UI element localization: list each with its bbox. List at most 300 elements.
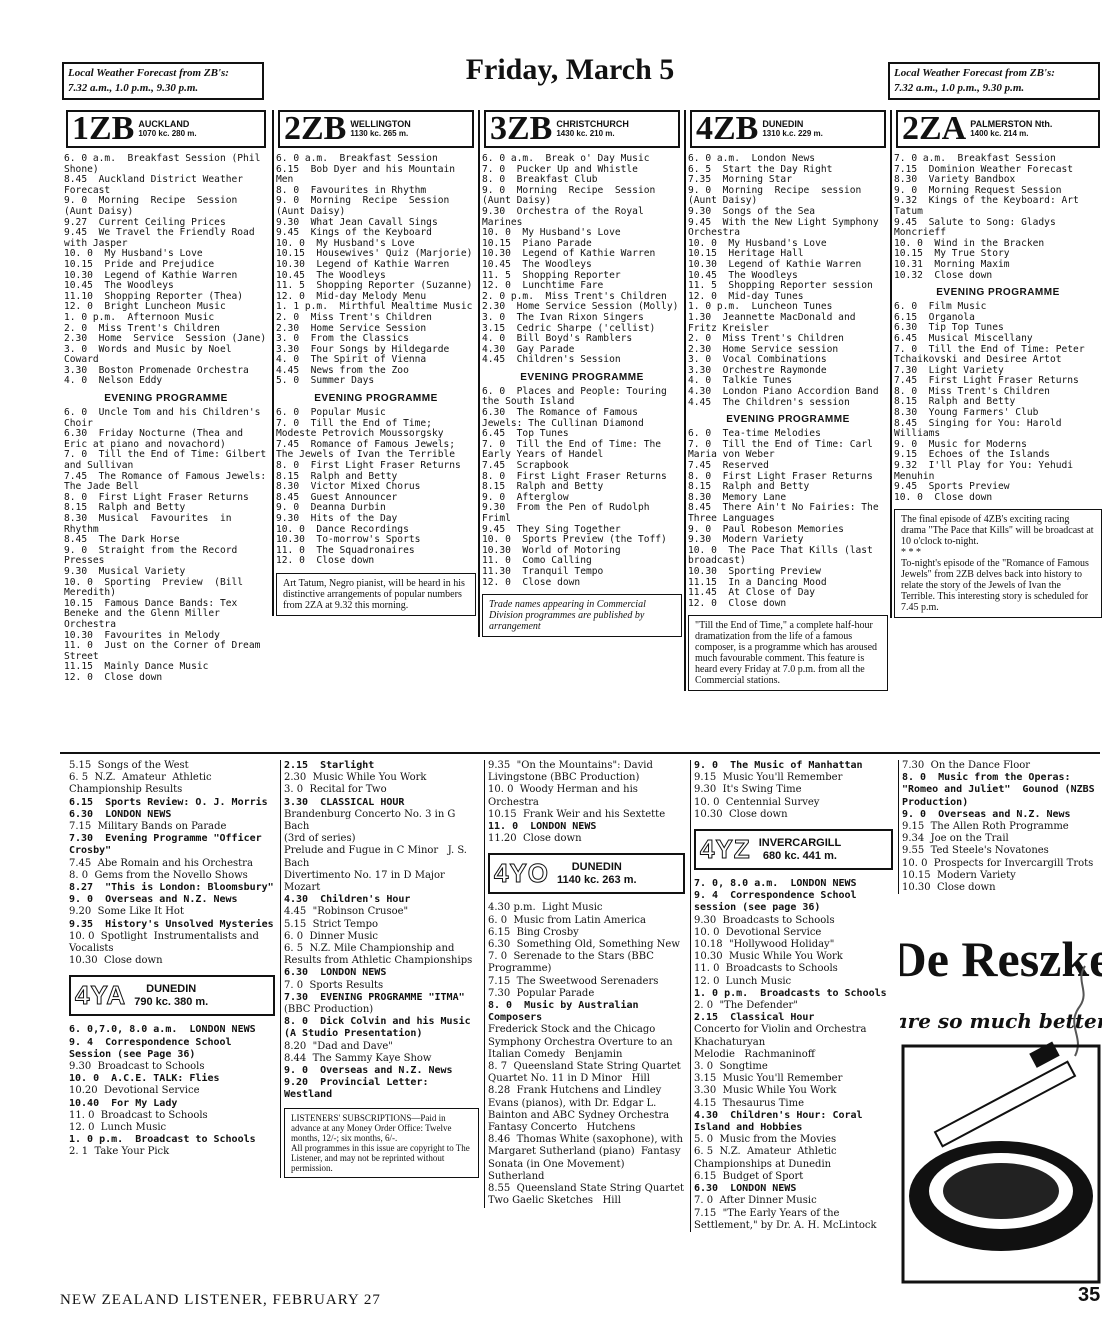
programme-entry: 10.31 Morning Maxim — [894, 258, 1010, 270]
programme-entry: 6. 5 N.Z. Amateur Athletic Championship Results — [69, 772, 215, 796]
programme-entry: 4.45 News from the Zoo — [276, 364, 409, 376]
programme-entry: 10.18 "Hollywood Holiday" — [694, 939, 835, 951]
programme-entry: 4.45 Children's Session — [482, 354, 621, 366]
station-header — [66, 110, 266, 148]
programme-entry: Divertimento No. 17 in D Major Mozart — [284, 869, 455, 894]
station-header — [484, 110, 680, 148]
programme-entry: 1. 0 p.m. Luncheon Tunes — [688, 301, 833, 313]
programme-entry: 12. 0 Close down — [688, 597, 787, 609]
programme-entry: 6. 0 Uncle Tom and his Children's Choir — [64, 407, 267, 429]
programme-entry: 4. 0 Nelson Eddy — [64, 375, 163, 387]
programme-entry: 9.15 Echoes of the Islands — [894, 449, 1050, 461]
programme-entry: Brandenburg Concerto No. 3 in G Bach — [284, 808, 465, 833]
programme-entry: 3. 0 The Ivan Rixon Singers — [482, 311, 644, 323]
programme-entry: 8.27 "This is London: Bloomsbury" — [69, 882, 274, 894]
ad-brand: De Reszke — [900, 931, 1102, 987]
programme-entry: 6. 0 a.m. Break o' Day Music — [482, 153, 650, 164]
programme-entry: 5. 0 Music from the Movies — [694, 1134, 837, 1146]
weather-line-1: Local Weather Forecast from ZB's: — [68, 67, 229, 79]
programme-entry: 2. 0 Miss Trent's Children — [276, 311, 432, 323]
station-logo-4yo — [488, 853, 685, 894]
programme-entry: 9. 4 Correspondence School session (see page 36) — [694, 890, 863, 914]
programme-entry: 10. 0 My Husband's Love — [482, 227, 621, 239]
programme-entry: 11.10 Shopping Reporter (Thea) — [64, 290, 244, 302]
programme-entry: 11.15 Mainly Dance Music — [64, 661, 209, 673]
programme-entry: 6. 0 Tea-time Melodies — [688, 428, 821, 440]
programme-entry: 8.45 Guest Announcer — [276, 491, 398, 503]
weather-forecast-left — [62, 62, 264, 100]
programme-entry: 7.15 The Sweetwood Serenaders — [488, 975, 659, 987]
programme-entry: 6. 5 N.Z. Mile Championship and Results from Athletic Championships — [284, 943, 473, 967]
programme-entry: 11.30 Tranquil Tempo — [482, 565, 604, 577]
programme-entry: 12. 0 Lunch Music — [694, 975, 792, 987]
programme-entry: 9.55 Ted Steele's Novatones — [902, 845, 1049, 857]
programme-entry: 9.45 Sports Preview — [894, 481, 1010, 493]
station-header — [690, 110, 886, 148]
programme-entry: 6.15 Sports Review: O. J. Morris — [69, 796, 268, 808]
programme-entry: 8.20 "Dad and Dave" — [284, 1040, 393, 1052]
programme-entry: 8.44 The Sammy Kaye Show — [284, 1052, 432, 1064]
programme-entry: 9.15 The Allen Roth Programme — [902, 821, 1069, 833]
programme-entry: 2. 0 "The Defender" — [694, 1000, 798, 1012]
programme-entry: 9. 0 Morning Recipe Session (Aunt Daisy) — [276, 195, 456, 217]
station-column-2zb — [272, 110, 478, 616]
station-call-sign: 2ZA — [902, 110, 967, 147]
programme-entry: 7. 0 Sports Results — [284, 979, 384, 991]
programme-entry: 7.30 On the Dance Floor — [902, 760, 1031, 771]
programme-entry: 9.30 Broadcasts to Schools — [694, 914, 835, 926]
logo-city: INVERCARGILL — [758, 836, 842, 849]
programme-entry: 9.27 Current Ceiling Prices — [64, 216, 226, 228]
programme-entry: 8.46 Thomas White (saxophone), with Margaret Sutherland (piano) Fantasy Sonata (in One Movement) Sutherland — [488, 1134, 687, 1182]
programme-entry: 9.32 Kings of the Keyboard: Art Tatum — [894, 195, 1085, 217]
station-column-4zb — [684, 110, 890, 691]
programme-entry: 12. 0 Lunch Music — [69, 1122, 167, 1134]
programme-entry: 11.15 In a Dancing Mood — [688, 576, 827, 588]
station-frequency: 1310 k.c. 229 m. — [762, 129, 823, 138]
station-city: CHRISTCHURCH — [556, 119, 629, 129]
programme-entry: 6.45 Top Tunes — [482, 428, 569, 440]
programme-entry: 12. 0 Mid-day Tunes — [688, 290, 804, 302]
programme-entry: 6.15 Budget of Sport — [694, 1170, 804, 1182]
programme-entry: (3rd of series) — [284, 833, 356, 845]
programme-entry: 10. 0 Sports Preview (the Toff) — [482, 534, 667, 546]
programme-entry: 10.15 Heritage Hall — [688, 248, 804, 260]
programme-entry: 3. 0 Recital for Two — [284, 784, 387, 796]
programme-entry: 7. 0 After Dinner Music — [694, 1195, 817, 1207]
programme-entry: 5.15 Songs of the West — [69, 760, 189, 771]
programme-entry: 4.15 Thesaurus Time — [694, 1097, 804, 1109]
programme-entry: 8.28 Frank Hutchens and Lindley Evans (pianos), with Dr. Edgar L. Bainton and ABC Sydney Orchestra Fantasy Concerto Hutchens — [488, 1085, 676, 1134]
programme-entry: 10.15 Piano Parade — [482, 237, 592, 249]
station-city: AUCKLAND — [138, 119, 190, 129]
programme-entry: 4.30 Children's Hour — [284, 894, 411, 906]
programme-entry: 10. 0 My Husband's Love — [276, 237, 415, 249]
programme-entry: 3.30 Music While You Work — [694, 1085, 837, 1097]
programme-entry: 7.45 Romance of Famous Jewels; The Jewels of Ivan the Terrible — [276, 438, 461, 461]
page-title: Friday, March 5 — [465, 53, 675, 86]
logo-city: DUNEDIN — [146, 982, 197, 995]
subscriptions-text: LISTENERS' SUBSCRIPTIONS—Paid in advance at any Money Order Office: Twelve months, 12/-; six months, 6/-. All programmes in this issue are copyright to The Listener, and may not be reprinted without permission. — [291, 1112, 470, 1173]
programme-entry: 11. 0 The Squadronaires — [276, 544, 415, 556]
programme-entry: 9. 0 Paul Robeson Memories — [688, 523, 844, 535]
programme-entry: 3. 0 Vocal Combinations — [688, 354, 827, 366]
programme-entry: 6. 0 a.m. London News — [688, 153, 816, 164]
programme-entry: 10.15 Famous Dance Bands: Tex Beneke and the Glenn Miller Orchestra — [64, 597, 244, 630]
station-info — [350, 119, 410, 139]
programme-entry: 9.35 "On the Mountains": David Livingstone (BBC Production) — [488, 760, 657, 784]
programme-entry: 8.15 Ralph and Betty — [482, 481, 604, 493]
de-reszke-advertisement — [900, 906, 1102, 1286]
programme-entry: 8. 0 First Light Fraser Returns — [482, 470, 667, 482]
programme-entry: 3. 0 Songtime — [694, 1061, 768, 1073]
programme-entry: 6. 0 Dinner Music — [284, 930, 379, 942]
programme-entry: 11. 0 Broadcast to Schools — [69, 1109, 208, 1121]
programme-entry: 7. 0 Till the End of Time: Carl Maria von Weber — [688, 438, 879, 461]
programme-entry: 9. 0 Straight from the Record Presses — [64, 544, 244, 567]
station-column-3zb — [478, 110, 684, 637]
programme-entry: 1. 0 p.m. Broadcast to Schools — [69, 1134, 256, 1146]
programme-entry: 9.45 They Sing Together — [482, 523, 621, 535]
programme-entry: 9.30 What Jean Cavall Sings — [276, 216, 438, 228]
station-logo-4ya — [69, 975, 275, 1016]
programme-entry: 12. 0 Mid-day Melody Menu — [276, 290, 427, 302]
station-header — [278, 110, 474, 148]
programme-entry: 9.45 Salute to Song: Gladys Moncrieff — [894, 216, 1062, 239]
station-info — [970, 119, 1052, 139]
programme-entry: 10.30 Legend of Kathie Warren — [482, 248, 656, 260]
programme-entry: 6.30 LONDON NEWS — [284, 967, 387, 979]
lower-column-1 — [66, 760, 278, 1159]
programme-entry: 1. 0 p.m. Afternoon Music — [64, 311, 215, 323]
programme-entry: 9. 0 Overseas and N.Z. News — [69, 894, 238, 906]
station-logo-4yz — [694, 829, 893, 870]
programme-entry: 10. 0 A.C.E. TALK: Flies — [69, 1073, 220, 1085]
lower-column-4 — [690, 760, 896, 1232]
programme-entry: 9. 0 Music for Moderns — [894, 438, 1027, 450]
programme-entry: 7.30 EVENING PROGRAMME "ITMA" — [284, 991, 465, 1003]
programme-entry: 6. 5 N.Z. Amateur Athletic Championships at Dunedin — [694, 1146, 840, 1170]
programme-entry: 7. 0 Till the End of Time; Modeste Petrovich Moussorgsky — [276, 417, 444, 440]
section-heading: EVENING PROGRAMME — [104, 393, 228, 405]
programme-entry: 10.30 Close down — [69, 955, 163, 967]
programme-entry: 6.15 Bing Crosby — [488, 926, 579, 938]
programme-entry: 10.20 Devotional Service — [69, 1085, 200, 1097]
page-number: 35 — [1078, 1284, 1101, 1306]
programme-entry: 11.20 Close down — [488, 833, 582, 845]
programme-entry: 8.15 Ralph and Betty — [894, 396, 1016, 408]
programme-entry: 8. 0 Dick Colvin and his Music (A Studio Presentation) — [284, 1016, 477, 1040]
programme-entry: 9.45 With the New Light Symphony Orchestra — [688, 216, 885, 239]
programme-entry: 7.45 Scrapbook — [482, 460, 569, 472]
station-city: PALMERSTON Nth. — [970, 119, 1053, 129]
programme-entry: 3.15 Music You'll Remember — [694, 1073, 843, 1085]
station-column-2za — [890, 110, 1104, 618]
programme-entry: Frederick Stock and the Chicago Symphony Orchestra Overture to an Italian Comedy Benjamin — [488, 1024, 676, 1060]
programme-entry: 10. 0 Dance Recordings — [276, 523, 409, 535]
programme-entry: 9. 0 Morning Request Session — [894, 184, 1062, 196]
station-frequency: 1130 kc. 265 m. — [350, 129, 409, 138]
programme-entry: 8. 0 Gems from the Novello Shows — [69, 869, 248, 881]
programme-entry: 3.30 Orchestre Raymonde — [688, 364, 827, 376]
programme-entry: 7.30 Popular Parade — [488, 987, 595, 999]
programme-entry: 8. 0 First Light Fraser Returns — [64, 491, 249, 503]
programme-entry: 11. 5 Shopping Reporter session — [688, 280, 873, 292]
programme-entry: 8. 0 Miss Trent's Children — [894, 385, 1050, 397]
programme-entry: 10. 0 Close down — [894, 491, 993, 503]
station-city: WELLINGTON — [350, 119, 411, 129]
programme-entry: 2.30 Home Service Session — [276, 322, 427, 334]
lower-column-5 — [898, 760, 1104, 894]
programme-entry: 10. 0 Prospects for Invercargill Trots — [902, 857, 1094, 869]
programme-entry: 7.30 Light Variety — [894, 364, 1004, 376]
programme-entry: 11. 0 Just on the Corner of Dream Street — [64, 640, 267, 662]
programme-entry: 12. 0 Close down — [482, 576, 581, 588]
weather-line-2: 7.32 a.m., 1.0 p.m., 9.30 p.m. — [894, 82, 1025, 94]
programme-entry: 9. 4 Correspondence School Session (see Page 36) — [69, 1036, 238, 1060]
programme-entry: 7.45 Abe Romain and his Orchestra — [69, 857, 253, 869]
programme-entry: 11.45 At Close of Day — [688, 587, 816, 599]
programme-entry: 11. 0 LONDON NEWS — [488, 821, 597, 833]
programme-entry: 10.40 For My Lady — [69, 1097, 178, 1109]
programme-entry: 8. 0 Music from the Operas: "Romeo and Juliet" Gounod (NZBS Production) — [902, 772, 1101, 808]
programme-entry: 8. 0 Favourites in Rhythm — [276, 184, 427, 196]
station-column-1zb — [62, 110, 270, 684]
section-heading: EVENING PROGRAMME — [936, 287, 1060, 299]
programme-entry: 6.45 Musical Miscellany — [894, 332, 1033, 344]
programme-entry: 10.30 To-morrow's Sports — [276, 534, 421, 546]
programme-entry: 4. 0 The Spirit of Vienna — [276, 354, 427, 366]
programme-entry: 9. 0 Afterglow — [482, 491, 569, 503]
weather-line-2: 7.32 a.m., 1.0 p.m., 9.30 p.m. — [68, 82, 199, 94]
programme-entry: 2.30 Music While You Work — [284, 772, 427, 784]
ad-slogan: are so much better — [900, 1009, 1102, 1033]
programme-entry: 9.20 Some Like It Hot — [69, 906, 184, 918]
programme-entry: 9.32 I'll Play for You: Yehudi Menuhin — [894, 460, 1079, 482]
programme-entry: 9.45 We Travel the Friendly Road with Jasper — [64, 227, 261, 249]
logo-freq: 1140 kc. 263 m. — [557, 873, 637, 886]
programme-entry: 8. 7 Queensland State String Quartet Quartet No. 11 in D Minor Hill — [488, 1061, 688, 1085]
programme-entry: 10.30 World of Motoring — [482, 544, 621, 556]
programme-entry: 9. 0 Deanna Durbin — [276, 502, 386, 514]
programme-entry: 9.30 Hits of the Day — [276, 513, 398, 524]
programme-entry: 4. 0 Talkie Tunes — [688, 375, 792, 387]
programme-entry: 3.15 Cedric Sharpe ('cellist) — [482, 322, 656, 334]
programme-entry: 2.15 Starlight — [284, 760, 375, 771]
programme-entry: 8.30 Variety Bandbox — [894, 174, 1016, 186]
station-note: The final episode of 4ZB's exciting racing drama "The Pace that Kills" will be broadcast at 10 o'clock to-night. * * * To-night's episode of the "Romance of Famous Jewels" from 2ZB delves back into history to relate the story of the Jewels of Ivan the Terrible. This interesting story is scheduled for 7.45 p.m. — [894, 509, 1102, 618]
programme-entry: 9.30 Orchestra of the Royal Marines — [482, 205, 650, 228]
station-frequency: 1070 kc. 280 m. — [138, 129, 197, 138]
programme-entry: 12. 0 Close down — [64, 671, 163, 683]
programme-entry: 1. 0 p.m. Broadcasts to Schools — [694, 987, 887, 999]
programme-entry: 11. 0 Broadcasts to Schools — [694, 963, 838, 975]
programme-entry: 9.34 Joe on the Trail — [902, 833, 1009, 845]
programme-entry: 6.30 LONDON NEWS — [694, 1183, 797, 1195]
programme-entry: 9.30 Songs of the Sea — [688, 205, 816, 217]
logo-call: 4YZ — [700, 834, 751, 865]
programme-entry: 4.30 London Piano Accordion Band — [688, 386, 879, 398]
programme-entry: 9.30 Musical Variety — [64, 565, 186, 577]
programme-entry: 10.30 Close down — [902, 882, 996, 894]
weather-line-1: Local Weather Forecast from ZB's: — [894, 67, 1055, 79]
programme-entry: 10.30 Legend of Kathie Warren — [688, 258, 862, 270]
programme-entry: 10.45 The Woodleys — [64, 280, 174, 292]
programme-entry: 8.45 The Dark Horse — [64, 534, 180, 546]
section-heading: EVENING PROGRAMME — [520, 371, 644, 383]
lower-column-2 — [280, 760, 482, 1178]
programme-entry: 12. 0 Bright Luncheon Music — [64, 301, 226, 313]
programme-entry: 1.30 Jeannette MacDonald and Fritz Kreisler — [688, 311, 862, 334]
programme-entry: 12. 0 Lunchtime Fare — [482, 280, 604, 292]
programme-entry: 6. 0 Music from Latin America — [488, 914, 646, 926]
programme-entry: 9. 0 Morning Recipe Session (Aunt Daisy) — [482, 184, 662, 207]
programme-entry: 3. 0 From the Classics — [276, 333, 409, 345]
programme-entry: 2. 0 Miss Trent's Children — [688, 333, 844, 345]
section-divider — [60, 752, 1100, 754]
station-call-sign: 2ZB — [284, 110, 347, 147]
programme-entry: 9.30 From the Pen of Rudolph Friml — [482, 502, 656, 524]
programme-entry: 7.45 First Light Fraser Returns — [894, 375, 1079, 387]
station-frequency: 1400 kc. 214 m. — [970, 129, 1029, 138]
programme-entry: 10.30 Legend of Kathie Warren — [276, 258, 450, 270]
programme-entry: 7. 0 a.m. Breakfast Session — [894, 153, 1056, 164]
logo-freq: 790 kc. 380 m. — [134, 995, 209, 1008]
programme-entry: 8.45 Auckland District Weather Forecast — [64, 174, 249, 196]
programme-entry: 9. 0 Overseas and N.Z. News — [902, 808, 1071, 820]
station-note: "Till the End of Time," a complete half-hour dramatization from the life of a famous composer, is a programme which has aroused much favourable comment. This feature is heard every Friday at 7.0 p.m. from all the Commercial stations. — [688, 615, 888, 691]
programme-entry: 9.45 Kings of the Keyboard — [276, 227, 432, 239]
logo-city: DUNEDIN — [571, 860, 622, 873]
programme-entry: 6.15 Organola — [894, 311, 975, 323]
station-info — [556, 119, 629, 139]
programme-entry: 9.35 History's Unsolved Mysteries — [69, 918, 274, 930]
programme-entry: 5. 0 Summer Days — [276, 375, 375, 387]
programme-entry: 9.15 Music You'll Remember — [694, 772, 843, 784]
programme-entry: 10.30 Music While You Work — [694, 951, 843, 963]
programme-entry: 7.45 The Romance of Famous Jewels: The Jade Bell — [64, 470, 272, 493]
programme-entry: 6. 0 Film Music — [894, 301, 987, 313]
programme-entry: 6. 0 a.m. Breakfast Session (Phil Shone) — [64, 153, 267, 175]
programme-entry: Melodie Rachmaninoff — [694, 1048, 815, 1060]
programme-entry: 10.45 The Woodleys — [276, 269, 386, 281]
programme-entry: 8. 0 Breakfast Club — [482, 174, 598, 186]
programme-entry: 8.30 Young Farmers' Club — [894, 407, 1039, 419]
programme-entry: 10. 0 Sporting Preview (Bill Meredith) — [64, 576, 249, 599]
section-heading: EVENING PROGRAMME — [726, 414, 850, 426]
footer-publication: NEW ZEALAND LISTENER, FEBRUARY 27 — [60, 1292, 381, 1308]
programme-entry: 7.15 "The Early Years of the Settlement," by Dr. A. H. McLintock — [694, 1207, 877, 1231]
programme-entry: 10.15 Frank Weir and his Sextette — [488, 808, 666, 820]
programme-entry: 9.30 Modern Variety — [688, 534, 804, 546]
programme-entry: 10. 0 My Husband's Love — [688, 237, 827, 249]
programme-entry: 7.15 Military Bands on Parade — [69, 821, 227, 833]
programme-entry: 10. 0 My Husband's Love — [64, 248, 203, 260]
programme-entry: 10.15 Modern Variety — [902, 869, 1016, 881]
programme-entry: 7. 0 Till the End of Time: The Early Years of Handel — [482, 438, 667, 461]
programme-entry: 3. 0 Words and Music by Noel Coward — [64, 343, 238, 366]
programme-entry: 12. 0 Close down — [276, 555, 375, 567]
programme-entry: 4.45 "Robinson Crusoe" — [284, 906, 409, 918]
station-note: Trade names appearing in Commercial Division programmes are published by arrangement — [482, 594, 682, 637]
programme-entry: 7.45 Reserved — [688, 460, 769, 472]
programme-entry: 11. 5 Shopping Reporter (Suzanne) — [276, 280, 473, 292]
programme-entry: 4.30 Children's Hour: Coral Island and Hobbies — [694, 1109, 869, 1134]
station-header — [896, 110, 1100, 148]
programme-entry: 6. 5 Start the Day Right — [688, 163, 833, 175]
programme-entry: 4.30 Gay Parade — [482, 343, 575, 355]
programme-entry: 10. 0 Spotlight Instrumentalists and Vocalists — [69, 930, 263, 955]
programme-entry: 4.30 p.m. Light Music — [488, 902, 603, 914]
programme-entry: 3.30 Boston Promenade Orchestra — [64, 364, 249, 376]
programme-entry: 10.15 Housewives' Quiz (Marjorie) — [276, 248, 473, 260]
programme-entry: 10.15 Pride and Prejudice — [64, 258, 215, 270]
programme-entry: 10.45 The Woodleys — [688, 269, 798, 281]
programme-entry: 9. 0 Overseas and N.Z. News — [284, 1065, 453, 1077]
lower-column-3 — [484, 760, 691, 1208]
programme-entry: 2. 0 p.m. Miss Trent's Children — [482, 290, 667, 302]
programme-entry: 9.30 Broadcast to Schools — [69, 1061, 205, 1073]
programme-entry: 6.15 Bob Dyer and his Mountain Men — [276, 163, 461, 186]
programme-entry: 4. 0 Bill Boyd's Ramblers — [482, 333, 633, 345]
programme-entry: Concerto for Violin and Orchestra Khachaturyan — [694, 1024, 876, 1048]
programme-entry: Prelude and Fugue in C Minor J. S. Bach — [284, 845, 471, 869]
programme-entry: 3.30 CLASSICAL HOUR — [284, 796, 405, 808]
programme-entry: 8.15 Ralph and Betty — [688, 481, 810, 493]
programme-entry: 7. 0 Till the End of Time: Peter Tchaikovski and Desiree Artot — [894, 343, 1091, 366]
programme-entry: 6.30 LONDON NEWS — [69, 808, 172, 820]
subscriptions-note — [284, 1108, 479, 1178]
programme-entry: 2.30 Home Service Session (Molly) — [482, 301, 679, 313]
logo-call: 4YO — [494, 858, 550, 889]
programme-entry: 6.30 The Romance of Famous Jewels: The Cullinan Diamond — [482, 407, 644, 429]
logo-freq: 680 kc. 441 m. — [762, 849, 837, 862]
programme-entry: 10. 0 Wind in the Bracken — [894, 237, 1045, 249]
programme-entry: 2. 0 Miss Trent's Children — [64, 322, 220, 334]
programme-entry: 10.30 Sporting Preview — [688, 565, 821, 577]
station-info — [138, 119, 196, 139]
programme-entry: 6. 0 Popular Music — [276, 407, 386, 419]
programme-entry: 10.32 Close down — [894, 269, 993, 281]
station-city: DUNEDIN — [762, 119, 804, 129]
section-heading: EVENING PROGRAMME — [314, 393, 438, 405]
programme-entry: 6.30 Something Old, Something New — [488, 939, 680, 951]
programme-entry: 7.35 Morning Star — [688, 174, 792, 186]
station-call-sign: 4ZB — [696, 110, 759, 147]
logo-call: 4YA — [75, 980, 127, 1011]
programme-entry: 1. 1 p.m. Mirthful Mealtime Music — [276, 301, 473, 313]
programme-entry: 10.15 My True Story — [894, 248, 1010, 260]
programme-entry: 4.45 The Children's session — [688, 396, 850, 408]
station-frequency: 1430 kc. 210 m. — [556, 129, 615, 138]
programme-entry: 10. 0 Centennial Survey — [694, 796, 820, 808]
programme-entry: 8.45 Singing for You: Harold Williams — [894, 417, 1068, 440]
programme-entry: 11. 0 Como Calling — [482, 555, 592, 567]
programme-entry: 2.15 Classical Hour — [694, 1012, 815, 1024]
programme-entry: 7. 0, 8.0 a.m. LONDON NEWS — [694, 878, 857, 890]
programme-entry: 7.15 Dominion Weather Forecast — [894, 163, 1074, 175]
programme-entry: 10.30 Legend of Kathie Warren — [64, 269, 238, 281]
programme-entry: 10.30 Close down — [694, 808, 788, 820]
cigarette-illustration-icon — [900, 906, 1102, 1286]
programme-entry: 11. 5 Shopping Reporter — [482, 269, 621, 281]
programme-entry: 5.15 Strict Tempo — [284, 918, 378, 930]
programme-entry: 8.30 Musical Favourites in Rhythm — [64, 513, 238, 535]
programme-entry: 8.15 Ralph and Betty — [64, 502, 186, 514]
programme-entry: 10. 0 Devotional Service — [694, 926, 822, 938]
programme-entry: 8.15 Ralph and Betty — [276, 470, 398, 482]
programme-entry: 9.30 It's Swing Time — [694, 784, 802, 796]
